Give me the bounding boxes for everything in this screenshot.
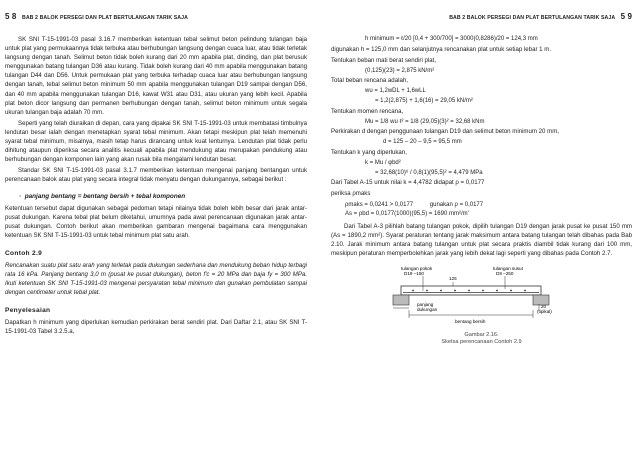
text-line: periksa ρmaks xyxy=(331,190,371,198)
page-number: 5 8 xyxy=(5,12,17,21)
equation-selfweight: (0,125)(23) = 2,875 kN/m² xyxy=(365,67,435,74)
slab-sketch-diagram xyxy=(331,264,621,332)
caption-text: Sketsa perencanaan Contoh 2.9 xyxy=(441,339,522,346)
text-line: Tentukan beban mati berat sendiri plat, xyxy=(331,56,437,64)
text-line: Tentukan k yang diperlukan, xyxy=(331,149,407,157)
example-title: Contoh 2.9 xyxy=(5,249,43,257)
equation-k-value: = 32,68(10)⁶ / 0,8(1)(95,5)² = 4,479 MPa xyxy=(375,169,483,176)
label-shrink-bar-size: D8 –250 xyxy=(496,271,514,277)
label-shrink-bar: tulangan susut xyxy=(493,266,523,272)
label-support-2: dukungan xyxy=(417,307,438,313)
left-support xyxy=(393,295,409,305)
equation-wu-value: = 1,2(2,875) + 1,6(16) = 29,05 kN/m² xyxy=(375,98,473,105)
equation-d: d = 125 – 20 – 9,5 = 95,5 mm xyxy=(383,139,462,146)
equation-wu: wu = 1,2wDL + 1,6wLL xyxy=(365,88,426,95)
shrink-bar-dots xyxy=(412,290,526,292)
running-header-left xyxy=(5,12,307,21)
equation-as: As = ρbd = 0,0177(1000)(95,5) = 1690 mm²/m' xyxy=(345,211,469,218)
running-header-right xyxy=(331,12,632,21)
slab-sketch-figure xyxy=(331,264,632,332)
paragraph: Standar SK SNI T-15-1991-03 pasal 3.1.7 memberikan ketentuan mengenai panjang bentangan untuk perencanaan balok atau plat yang secara integral tidak menyatu dengan dukungannya, sebagai berikut : xyxy=(5,167,307,184)
text-line: digunakan h = 125,0 mm dan selanjutnya rencanakan plat untuk setiap lebar 1 m. xyxy=(331,45,552,53)
equation-rho: ρmaks = 0,0241 > 0,0177 gunakan ρ = 0,0177 xyxy=(345,201,484,208)
paragraph: Seperti yang telah diuraikan di depan, cara yang dipakai SK SNI T-15-1991-03 untuk membatasi timbulnya lendutan besar ialah dengan menetapkan syarat tebal minimum. Akan tetapi meskipun plat telah memenuhi syarat tebal minimum, misalnya, masih tetap harus dirancang untuk kuat lenturnya. Lendutan plat tidak perlu dihitung ataupun diperiksa secara analitis kecuali apabila plat mendukung atau merupakan pendukung atau berhubungan dengan komponen lain yang akan rusak bila mengalami lendutan besar. xyxy=(5,119,307,164)
text-line: Dari Tabel A-15 untuk nilai k = 4,4782 didapat ρ = 0,0177 xyxy=(331,179,485,187)
solution-title: Penyelesaian xyxy=(5,307,51,315)
caption-number: Gambar 2.16. xyxy=(464,332,499,339)
equation-mu: Mu = 1/8 wu ℓ² = 1/8 (29,05)(3)² = 32,68 kNm xyxy=(365,118,485,125)
label-main-bar: tulangan pokok xyxy=(401,266,433,272)
label-span: bentang bersih xyxy=(455,319,486,325)
running-head: BAB 2 BALOK PERSEGI DAN PLAT BERTULANGAN TARIK SAJA xyxy=(449,15,616,21)
equation-hmin: h minimum = ℓ/20 [0,4 + 300/700] = 3000(0,8286)/20 = 124,3 mm xyxy=(365,36,538,42)
paragraph: Dari Tabel A-3 pilihlah batang tulangan pokok, dipilih tulangan D19 dengan jarak pusat ke pusat 150 mm (As = 1890,2 mm²). Syarat peraturan tentang jarak maksimum antara batang tulangan telah dibahas pada Bab 2.10. Jarak minimum antara batang tulangan untuk plat secara praktis diambil tidak kurang dari 100 mm, meskipun peraturan memperbolehkan jarak yang lebih dekat lagi seperti yang dibahas pada Contoh 2.7. xyxy=(331,222,632,257)
example-text: Rencanakan suatu plat satu arah yang terletak pada dukungan sederhana dan mendukung beban hidup terbagi rata 16 kPa. Panjang bentang 3,0 m (pusat ke pusat dukungan), beton f'c = 20 MPa dan baja fy = 300 MPa. Ikuti ketentuan SK SNI T-15-1991-03 mengenai persyaratan tebal minimum dan gunakan pembulatan sampai dengan centimeter untuk tebal plat. xyxy=(5,261,307,297)
text-line: Perkirakan d dengan penggunaan tulangan D19 dan selimut beton minimum 20 mm, xyxy=(331,128,559,136)
paragraph: Ketentuan tersebut dapat digunakan sebagai pedoman tetapi nilainya tidak boleh lebih besar dari jarak antar-pusat dukungan. Karena tebal plat belum diketahui, umumnya pada awal perencanaan digunakan jarak antar-pusat dukungan. Contoh berikut akan memberikan gambaran mengenai bagaimana cara menggunakan ketentuan SK SNI T-15-1991-03 untuk tebal minimum plat satu arah. xyxy=(5,204,307,239)
slab-outline xyxy=(401,286,541,295)
formula-rule: · panjang bentang = bentang bersih + tebal komponen xyxy=(19,192,186,200)
label-support: panjang xyxy=(417,302,434,308)
label-typical: (tipikal) xyxy=(537,309,552,315)
text-line: Tentukan momen rencana, xyxy=(331,107,404,115)
figure-caption xyxy=(331,332,632,346)
label-dim-20: 20 xyxy=(541,304,547,310)
page-number: 5 9 xyxy=(620,12,632,21)
label-main-bar-size: D19 –150 xyxy=(404,271,424,277)
equation-k: k = Mu / φbd² xyxy=(365,160,401,167)
label-dim-125: 125 xyxy=(449,276,457,282)
text-line: Total beban rencana adalah, xyxy=(331,77,408,85)
right-page xyxy=(319,0,638,452)
paragraph: SK SNI T-15-1991-03 pasal 3.16.7 memberikan ketentuan tebal selimut beton pelindung tulangan baja untuk plat yang permukaannya tidak terbuka atau berhubungan langsung dengan cuaca luar, atau tidak terletak langsung dengan tanah. Selimut beton tidak boleh kurang dari 20 mm apabila plat, dinding, dan plat berusuk menggunakan batang tulangan D36 atau kurang. Tidak boleh kurang dari 40 mm apabila menggunakan batang tulangan D44 dan D56. Untuk permukaan plat yang terbuka terhadap cuaca luar atau berhubungan langsung dengan tanah, tebal selimut beton minimum 50 mm apabila menggunakan tulangan D19 sampai dengan D56, dan 40 mm apabila menggunakan tulangan D16, kawat W31 atau D31, atau ukuran yang lebih kecil. Apabila plat beton dicor langsung dan permanen berhubungan dengan tanah, selimut beton minimum untuk segala ukuran tulangan baja adalah 70 mm. xyxy=(5,36,307,116)
solution-text: Dapatkan h minimum yang diperlukan kemudian perkirakan berat sendiri plat. Dari Daftar 2.1, atau SK SNI T-15-1991-03 Tabel 3.2.5.a, xyxy=(5,319,307,336)
running-head: BAB 2 BALOK PERSEGI DAN PLAT BERTULANGAN TARIK SAJA xyxy=(21,15,188,21)
